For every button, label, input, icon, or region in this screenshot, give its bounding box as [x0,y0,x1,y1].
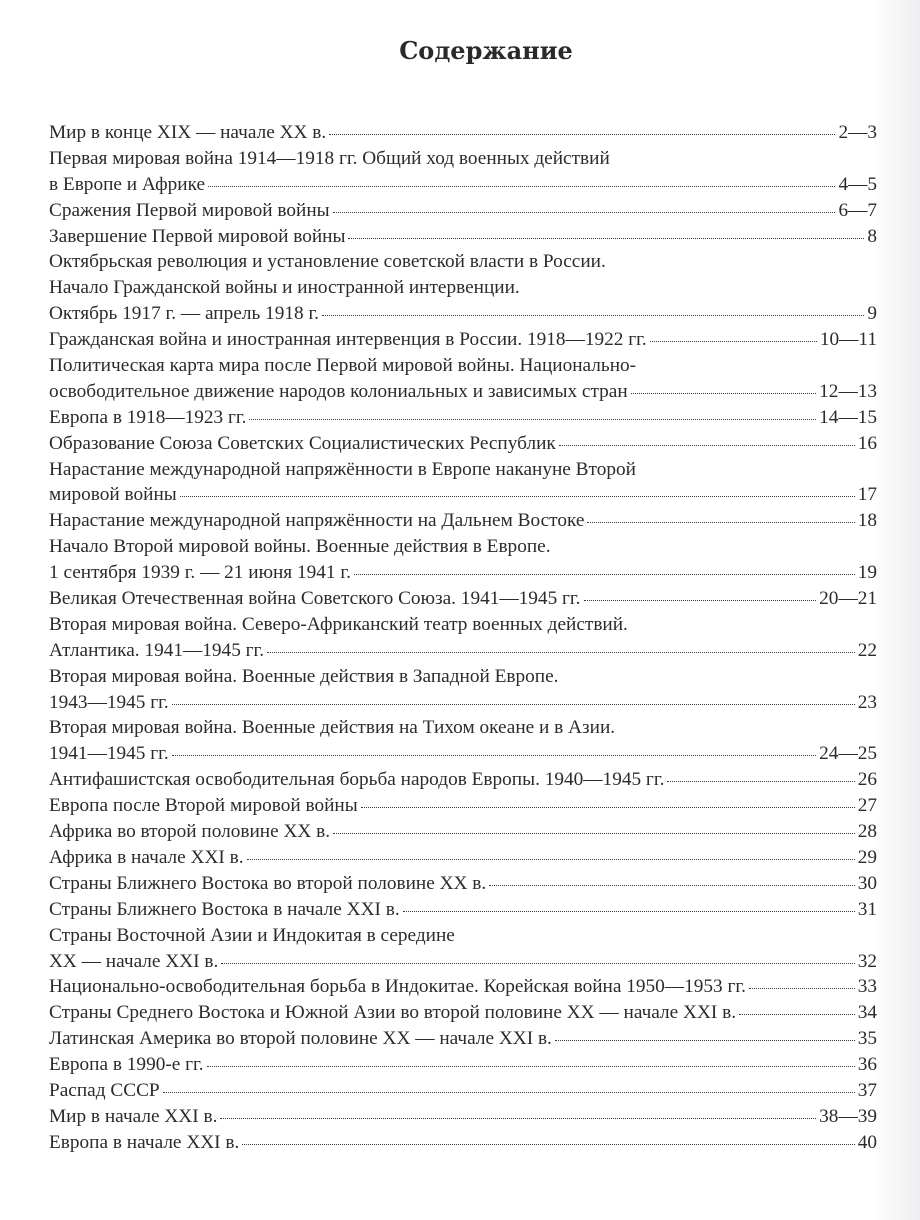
toc-entry-line [49,845,877,871]
toc-entry-line [49,767,877,793]
toc-entry [49,249,877,327]
toc-entry [49,457,877,509]
toc-entry-line [49,949,877,975]
toc-entry-title: Страны Среднего Востока и Южной Азии во второй половине XX — начале XXI в. [49,1002,737,1024]
toc-entry [49,923,877,975]
toc-entry-line [49,974,877,1000]
toc-page-number: 22 [857,639,877,661]
toc-entry-title: Национально-освободительная борьба в Индокитае. Корейская война 1950—1953 гг. [49,976,746,998]
toc-entry-title: Антифашистская освободительная борьба народов Европы. 1940—1945 гг. [49,769,665,791]
dot-leader [348,238,864,239]
dot-leader [489,885,855,886]
toc-entry-line [49,327,877,353]
toc-entry-title: освободительное движение народов колониальных и зависимых стран [49,380,628,402]
toc-entry-line [49,664,877,690]
toc-entry-title: Октябрьская революция и установление советской власти в России. [49,251,606,273]
toc-entry [49,871,877,897]
toc-entry-line [49,690,877,716]
toc-entry-title: Сражения Первой мировой войны [49,199,330,221]
dot-leader [163,1092,855,1093]
toc-entry-line [49,146,877,172]
toc-entry-line [49,353,877,379]
toc-entry-title: Европа в 1990-е гг. [49,1054,204,1076]
dot-leader [242,1144,854,1145]
toc-entry-line [49,741,877,767]
toc-entry-line [49,1052,877,1078]
toc-entry [49,431,877,457]
toc-entry-line [49,1000,877,1026]
dot-leader [555,1040,855,1041]
toc-page-number: 12—13 [819,380,877,402]
toc-entry-title: Нарастание международной напряжённости на Дальнем Востоке [49,510,585,532]
toc-page-number: 20—21 [819,588,877,610]
toc-page-number: 27 [857,795,877,817]
dot-leader [631,393,817,394]
toc-entry-title: Вторая мировая война. Военные действия в Западной Европе. [49,665,559,687]
toc-entry [49,767,877,793]
toc-page-number: 10—11 [819,329,877,351]
toc-entry [49,534,877,586]
toc-entry-title: Атлантика. 1941—1945 гг. [49,639,265,661]
toc-entry-title: Вторая мировая война. Военные действия на Тихом океане и в Азии. [49,717,616,739]
page-edge-shadow [874,0,920,1220]
toc-page-number: 28 [857,821,877,843]
toc-entry [49,405,877,431]
toc-entry-line [49,715,877,741]
toc-entry-line [49,638,877,664]
toc-entry-title: Великая Отечественная война Советского Союза. 1941—1945 гг. [49,588,581,610]
toc-entry-line [49,275,877,301]
toc-page-number: 40 [857,1131,877,1153]
dot-leader [333,212,836,213]
dot-leader [587,522,854,523]
toc-entry-line [49,120,877,146]
toc-page-number: 37 [857,1079,877,1101]
toc-entry [49,146,877,198]
toc-entry [49,1104,877,1130]
toc-page-number: 17 [857,484,877,506]
toc-entry-title: Образование Союза Советских Социалистических Республик [49,432,556,454]
dot-leader [749,988,855,989]
toc-entry-title: Распад СССР [49,1079,160,1101]
dot-leader [180,496,855,497]
toc-entry [49,1000,877,1026]
toc-entry [49,224,877,250]
dot-leader [267,652,855,653]
toc-entry [49,1026,877,1052]
toc-page-number: 32 [857,950,877,972]
toc-entry [49,198,877,224]
dot-leader [361,807,855,808]
toc-entry-line [49,405,877,431]
toc-page-number: 14—15 [819,406,877,428]
toc-entry [49,1078,877,1104]
toc-entry-title: Африка во второй половине XX в. [49,821,331,843]
toc-entry-title: Нарастание международной напряжённости в Европе накануне Второй [49,458,636,480]
toc-page-number: 36 [857,1054,877,1076]
toc-entry [49,974,877,1000]
toc-entry-title: Страны Ближнего Востока в начале XXI в. [49,898,400,920]
toc-entry-title: Страны Ближнего Востока во второй половине XX в. [49,872,487,894]
dot-leader [354,574,855,575]
toc-entry-line [49,301,877,327]
toc-entry-line [49,249,877,275]
toc-page-number: 23 [857,691,877,713]
toc-page-number: 18 [857,510,877,532]
toc-entry-title: Политическая карта мира после Первой мировой войны. Национально- [49,355,637,377]
toc-page-number: 19 [857,562,877,584]
toc-entry-title: Мир в начале XXI в. [49,1105,218,1127]
toc-entry-title: Мир в конце XIX — начале XX в. [49,122,327,143]
toc-entry [49,327,877,353]
toc-page-number: 30 [857,872,877,894]
toc-entry-title: Европа в 1918—1923 гг. [49,406,247,428]
dot-leader [221,963,854,964]
dot-leader [322,315,864,316]
toc-page-number: 31 [857,898,877,920]
dot-leader [584,600,817,601]
toc-page-number: 6—7 [838,199,877,221]
toc-entry [49,664,877,716]
toc-page-number: 26 [857,769,877,791]
toc-entry-line [49,1078,877,1104]
toc-entry-title: Первая мировая война 1914—1918 гг. Общий ход военных действий [49,147,610,169]
toc-entry-line [49,897,877,923]
toc-entry-title: 1943—1945 гг. [49,691,169,713]
toc-entry-line [49,457,877,483]
toc-entry-title: Европа после Второй мировой войны [49,795,358,817]
toc-entry-line [49,1104,877,1130]
dot-leader [650,341,817,342]
toc-entry-line [49,923,877,949]
page-title: Содержание [399,36,573,65]
dot-leader [208,186,835,187]
toc-entry-line [49,560,877,586]
toc-entry [49,508,877,534]
toc-entry-title: Европа в начале XXI в. [49,1131,240,1153]
toc-entry [49,897,877,923]
toc-entry [49,612,877,664]
toc-entry-title: 1 сентября 1939 г. — 21 июня 1941 г. [49,562,351,584]
toc-entry-line [49,871,877,897]
toc-entry-line [49,379,877,405]
dot-leader [172,755,816,756]
dot-leader [329,134,835,135]
toc-page-number: 9 [867,303,877,325]
toc-page-number: 34 [857,1002,877,1024]
dot-leader [403,911,855,912]
toc-page-number: 29 [857,846,877,868]
dot-leader [207,1066,855,1067]
toc-entry-line [49,198,877,224]
toc-entry-title: Латинская Америка во второй половине XX — начале XXI в. [49,1028,552,1050]
toc-entry-title: мировой войны [49,484,177,506]
toc-entry [49,819,877,845]
dot-leader [739,1014,855,1015]
dot-leader [667,781,854,782]
toc-entry-line [49,586,877,612]
toc-page-number: 16 [857,432,877,454]
toc-entry-title: Начало Гражданской войны и иностранной интервенции. [49,277,520,299]
table-of-contents [49,120,877,1156]
toc-page-number: 35 [857,1028,877,1050]
toc-entry [49,586,877,612]
toc-entry-title: Гражданская война и иностранная интервенция в России. 1918—1922 гг. [49,329,647,351]
toc-page-number: 38—39 [819,1105,877,1127]
toc-entry-line [49,1026,877,1052]
dot-leader [247,859,855,860]
toc-entry-line [49,172,877,198]
toc-entry-line [49,1130,877,1156]
toc-entry-title: 1941—1945 гг. [49,743,169,765]
toc-entry-title: Вторая мировая война. Северо-Африканский театр военных действий. [49,613,628,635]
toc-entry [49,1052,877,1078]
toc-entry-line [49,508,877,534]
toc-entry-title: Страны Восточной Азии и Индокитая в середине [49,924,455,946]
toc-entry-line [49,793,877,819]
toc-entry-line [49,224,877,250]
toc-entry-title: XX — начале XXI в. [49,950,219,972]
toc-entry-line [49,819,877,845]
dot-leader [333,833,855,834]
toc-entry [49,1130,877,1156]
toc-entry-line [49,431,877,457]
toc-page-number: 2—3 [838,122,877,143]
toc-page-number: 33 [857,976,877,998]
dot-leader [559,445,855,446]
toc-entry [49,120,877,146]
toc-page-number: 4—5 [838,173,877,195]
toc-entry-title: Завершение Первой мировой войны [49,225,346,247]
dot-leader [249,419,816,420]
toc-entry-title: Октябрь 1917 г. — апрель 1918 г. [49,303,319,325]
toc-page-number: 24—25 [819,743,877,765]
toc-page-number: 8 [867,225,877,247]
toc-entry-line [49,534,877,560]
toc-entry-line [49,482,877,508]
toc-entry [49,845,877,871]
toc-entry [49,353,877,405]
toc-entry [49,715,877,767]
toc-entry [49,793,877,819]
toc-entry-line [49,612,877,638]
toc-entry-title: в Европе и Африке [49,173,206,195]
toc-entry-title: Начало Второй мировой войны. Военные действия в Европе. [49,536,551,558]
dot-leader [220,1118,816,1119]
dot-leader [172,704,855,705]
toc-entry-title: Африка в начале XXI в. [49,846,244,868]
